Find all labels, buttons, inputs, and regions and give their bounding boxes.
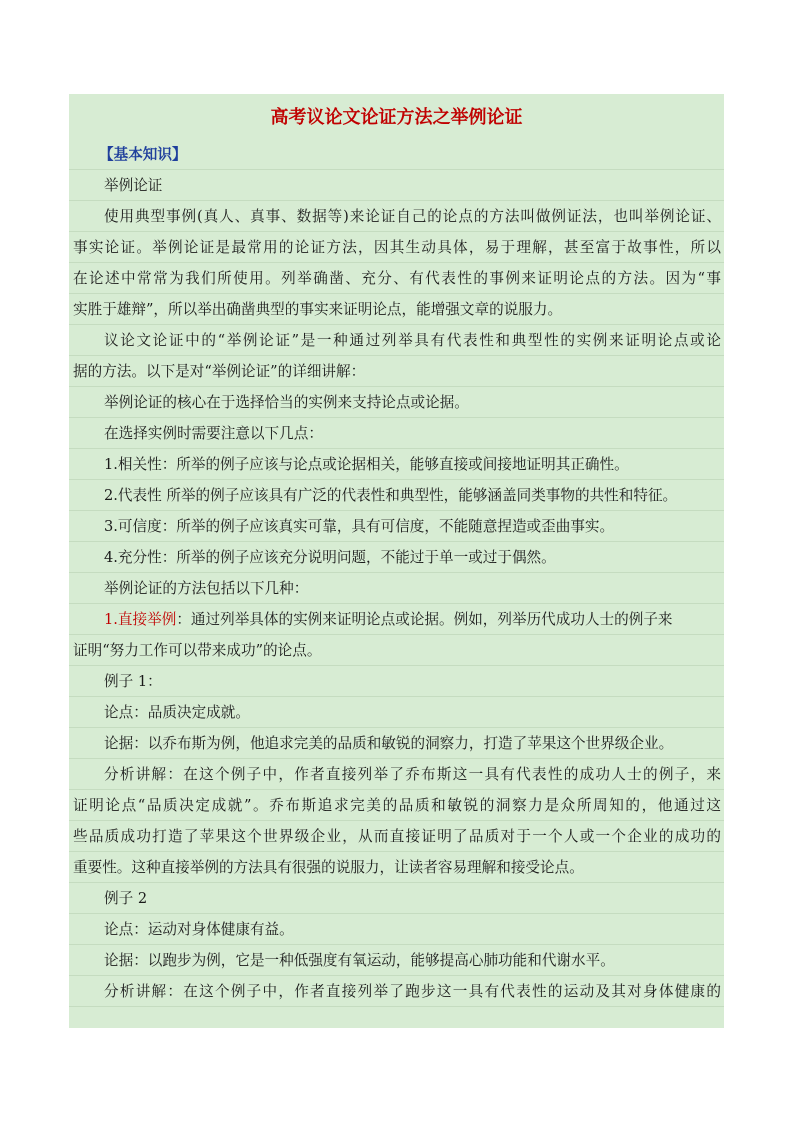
example-heading: 例子 2 bbox=[69, 883, 724, 914]
text-line: 举例论证的方法包括以下几种： bbox=[69, 573, 724, 604]
text-line: 证明论点“品质决定成就”。乔布斯追求完美的品质和敏锐的洞察力是众所周知的，他通过这 bbox=[69, 790, 724, 821]
text-line: 在选择实例时需要注意以下几点： bbox=[69, 418, 724, 449]
text-line: 使用典型事例(真人、真事、数据等)来论证自己的论点的方法叫做例证法，也叫举例论证、 bbox=[69, 201, 724, 232]
text-line: 论点：品质决定成就。 bbox=[69, 697, 724, 728]
text-line: 重要性。这种直接举例的方法具有很强的说服力，让读者容易理解和接受论点。 bbox=[69, 852, 724, 883]
method-line bbox=[69, 604, 724, 635]
list-item: 4.充分性：所举的例子应该充分说明问题，不能过于单一或过于偶然。 bbox=[69, 542, 724, 573]
text-line: 论点：运动对身体健康有益。 bbox=[69, 914, 724, 945]
text-line: 论据：以乔布斯为例，他追求完美的品质和敏锐的洞察力，打造了苹果这个世界级企业。 bbox=[69, 728, 724, 759]
list-item: 3.可信度：所举的例子应该真实可靠，具有可信度，不能随意捏造或歪曲事实。 bbox=[69, 511, 724, 542]
document-page bbox=[69, 94, 724, 1028]
method-label: 1.直接举例 bbox=[104, 611, 177, 628]
text-line: 实胜于雄辩”，所以举出确凿典型的事实来证明论点，能增强文章的说服力。 bbox=[69, 294, 724, 325]
list-item: 2.代表性 所举的例子应该具有广泛的代表性和典型性，能够涵盖同类事物的共性和特征。 bbox=[69, 480, 724, 511]
text-line: 在论述中常常为我们所使用。列举确凿、充分、有代表性的事例来证明论点的方法。因为“事 bbox=[69, 263, 724, 294]
method-text: ：通过列举具体的实例来证明论点或论据。例如，列举历代成功人士的例子来 bbox=[176, 611, 673, 628]
text-line: 分析讲解：在这个例子中，作者直接列举了跑步这一具有代表性的运动及其对身体健康的 bbox=[69, 976, 724, 1007]
document-title: 高考议论文论证方法之举例论证 bbox=[270, 107, 523, 128]
text-line: 论据：以跑步为例，它是一种低强度有氧运动，能够提高心肺功能和代谢水平。 bbox=[69, 945, 724, 976]
text-line: 些品质成功打造了苹果这个世界级企业，从而直接证明了品质对于一个人或一个企业的成功的 bbox=[69, 821, 724, 852]
text-line: 据的方法。以下是对“举例论证”的详细讲解： bbox=[69, 356, 724, 387]
text-line: 议论文论证中的“举例论证”是一种通过列举具有代表性和典型性的实例来证明论点或论 bbox=[69, 325, 724, 356]
example-heading: 例子 1： bbox=[69, 666, 724, 697]
text-line: 举例论证的核心在于选择恰当的实例来支持论点或论据。 bbox=[69, 387, 724, 418]
text-line: 分析讲解：在这个例子中，作者直接列举了乔布斯这一具有代表性的成功人士的例子，来 bbox=[69, 759, 724, 790]
text-line: 证明“努力工作可以带来成功”的论点。 bbox=[69, 635, 724, 666]
text-line: 事实论证。举例论证是最常用的论证方法，因其生动具体，易于理解，甚至富于故事性，所以 bbox=[69, 232, 724, 263]
section-heading: 【基本知识】 bbox=[69, 139, 724, 170]
list-item: 1.相关性：所举的例子应该与论点或论据相关，能够直接或间接地证明其正确性。 bbox=[69, 449, 724, 480]
text-line: 举例论证 bbox=[69, 170, 724, 201]
